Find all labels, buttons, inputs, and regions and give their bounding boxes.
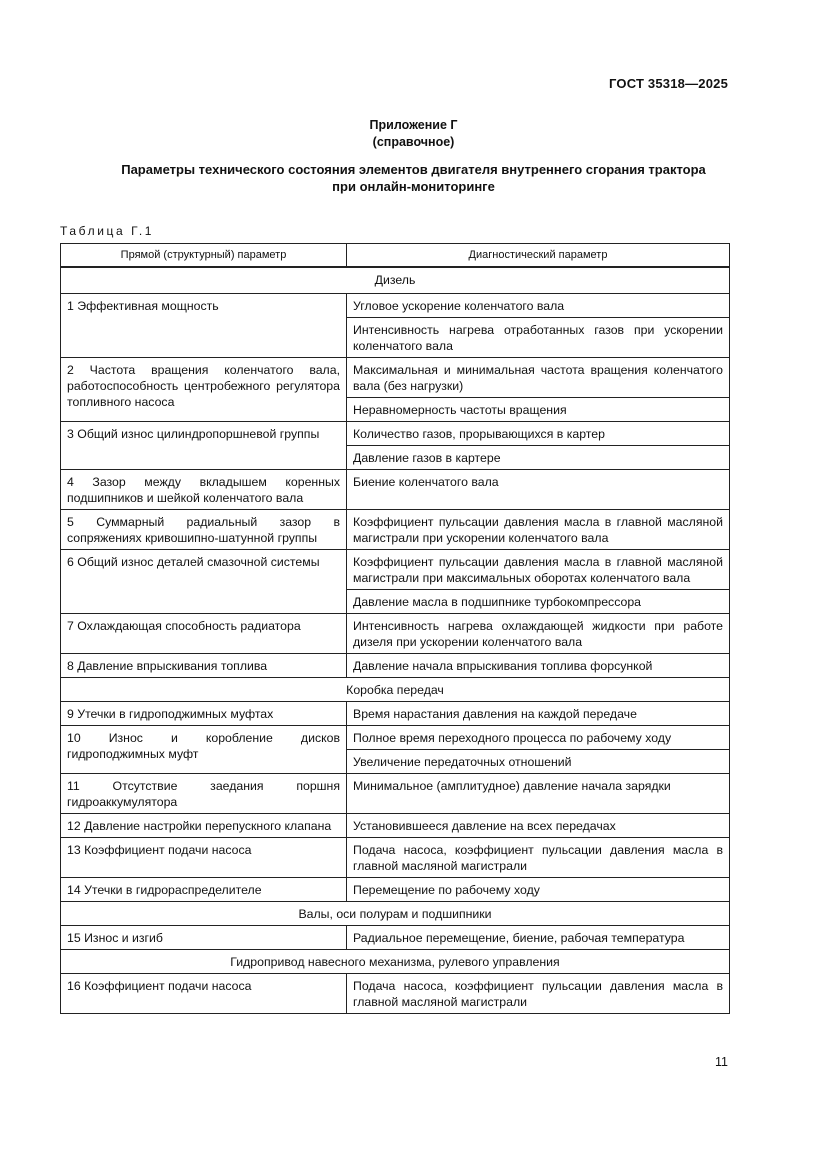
table-row (61, 654, 730, 678)
appendix-heading (0, 117, 827, 151)
table-row (61, 926, 730, 950)
diagnostic-parameter-cell: Время нарастания давления на каждой передаче (347, 702, 730, 726)
table-row (61, 702, 730, 726)
structural-parameter-cell: 11 Отсутствие заедания поршня гидроаккумулятора (61, 774, 347, 814)
page-title (60, 161, 767, 195)
structural-parameter-cell: 9 Утечки в гидроподжимных муфтах (61, 702, 347, 726)
table-body (61, 267, 730, 1014)
diagnostic-parameter-cell: Угловое ускорение коленчатого вала (347, 294, 730, 318)
column-header-diagnostic: Диагностический параметр (347, 244, 730, 268)
structural-parameter-cell: 8 Давление впрыскивания топлива (61, 654, 347, 678)
diagnostic-parameter-cell: Полное время переходного процесса по рабочему ходу (347, 726, 730, 750)
appendix-title: Приложение Г (369, 118, 458, 132)
table-row (61, 470, 730, 510)
structural-parameter-cell: 6 Общий износ деталей смазочной системы (61, 550, 347, 614)
table-group-row (61, 902, 730, 926)
diagnostic-parameter-cell: Биение коленчатого вала (347, 470, 730, 510)
table-row (61, 814, 730, 838)
structural-parameter-cell: 7 Охлаждающая способность радиатора (61, 614, 347, 654)
structural-parameter-cell: 12 Давление настройки перепускного клапана (61, 814, 347, 838)
diagnostic-parameter-cell: Коэффициент пульсации давления масла в главной масляной магистрали при ускорении коленчатого вала (347, 510, 730, 550)
table-group-row (61, 678, 730, 702)
diagnostic-parameter-cell: Подача насоса, коэффициент пульсации давления масла в главной масляной магистрали (347, 974, 730, 1014)
table-caption: Таблица Г.1 (60, 224, 155, 238)
diagnostic-parameter-cell: Давление начала впрыскивания топлива форсункой (347, 654, 730, 678)
table-row (61, 974, 730, 1014)
table-row (61, 358, 730, 398)
structural-parameter-cell: 10 Износ и коробление дисков гидроподжимных муфт (61, 726, 347, 774)
diagnostic-parameter-cell: Подача насоса, коэффициент пульсации давления масла в главной масляной магистрали (347, 838, 730, 878)
diagnostic-parameter-cell: Давление масла в подшипнике турбокомпрессора (347, 590, 730, 614)
page-number: 11 (715, 1055, 728, 1069)
table-row (61, 614, 730, 654)
table-row (61, 294, 730, 318)
structural-parameter-cell: 4 Зазор между вкладышем коренных подшипников и шейкой коленчатого вала (61, 470, 347, 510)
appendix-subtitle: (справочное) (372, 135, 455, 149)
diagnostic-parameter-cell: Радиальное перемещение, биение, рабочая температура (347, 926, 730, 950)
diagnostic-parameter-cell: Установившееся давление на всех передачах (347, 814, 730, 838)
group-heading: Дизель (61, 267, 730, 294)
column-header-structural: Прямой (структурный) параметр (61, 244, 347, 268)
document-code: ГОСТ 35318—2025 (609, 76, 728, 91)
parameters-table (60, 243, 730, 1014)
page-title-line-2: при онлайн-мониторинге (332, 179, 495, 194)
structural-parameter-cell: 15 Износ и изгиб (61, 926, 347, 950)
table-row (61, 510, 730, 550)
table-group-row (61, 950, 730, 974)
diagnostic-parameter-cell: Максимальная и минимальная частота вращения коленчатого вала (без нагрузки) (347, 358, 730, 398)
structural-parameter-cell: 3 Общий износ цилиндропоршневой группы (61, 422, 347, 470)
diagnostic-parameter-cell: Перемещение по рабочему ходу (347, 878, 730, 902)
structural-parameter-cell: 13 Коэффициент подачи насоса (61, 838, 347, 878)
group-heading: Гидропривод навесного механизма, рулевого управления (61, 950, 730, 974)
table-group-row (61, 267, 730, 294)
structural-parameter-cell: 14 Утечки в гидрораспределителе (61, 878, 347, 902)
table-row (61, 838, 730, 878)
group-heading: Коробка передач (61, 678, 730, 702)
table-row (61, 550, 730, 590)
diagnostic-parameter-cell: Давление газов в картере (347, 446, 730, 470)
structural-parameter-cell: 16 Коэффициент подачи насоса (61, 974, 347, 1014)
group-heading: Валы, оси полурам и подшипники (61, 902, 730, 926)
structural-parameter-cell: 5 Суммарный радиальный зазор в сопряжениях кривошипно-шатунной группы (61, 510, 347, 550)
page-title-line-1: Параметры технического состояния элементов двигателя внутреннего сгорания трактора (121, 162, 706, 177)
structural-parameter-cell: 2 Частота вращения коленчатого вала, работоспособность центробежного регулятора топливного насоса (61, 358, 347, 422)
table-header-row (61, 244, 730, 268)
diagnostic-parameter-cell: Минимальное (амплитудное) давление начала зарядки (347, 774, 730, 814)
diagnostic-parameter-cell: Интенсивность нагрева охлаждающей жидкости при работе дизеля при ускорении коленчатого вала (347, 614, 730, 654)
diagnostic-parameter-cell: Увеличение передаточных отношений (347, 750, 730, 774)
structural-parameter-cell: 1 Эффективная мощность (61, 294, 347, 358)
table-row (61, 726, 730, 750)
diagnostic-parameter-cell: Количество газов, прорывающихся в картер (347, 422, 730, 446)
diagnostic-parameter-cell: Неравномерность частоты вращения (347, 398, 730, 422)
table-row (61, 774, 730, 814)
diagnostic-parameter-cell: Интенсивность нагрева отработанных газов при ускорении коленчатого вала (347, 318, 730, 358)
table-row (61, 878, 730, 902)
diagnostic-parameter-cell: Коэффициент пульсации давления масла в главной масляной магистрали при максимальных оборотах коленчатого вала (347, 550, 730, 590)
table-row (61, 422, 730, 446)
